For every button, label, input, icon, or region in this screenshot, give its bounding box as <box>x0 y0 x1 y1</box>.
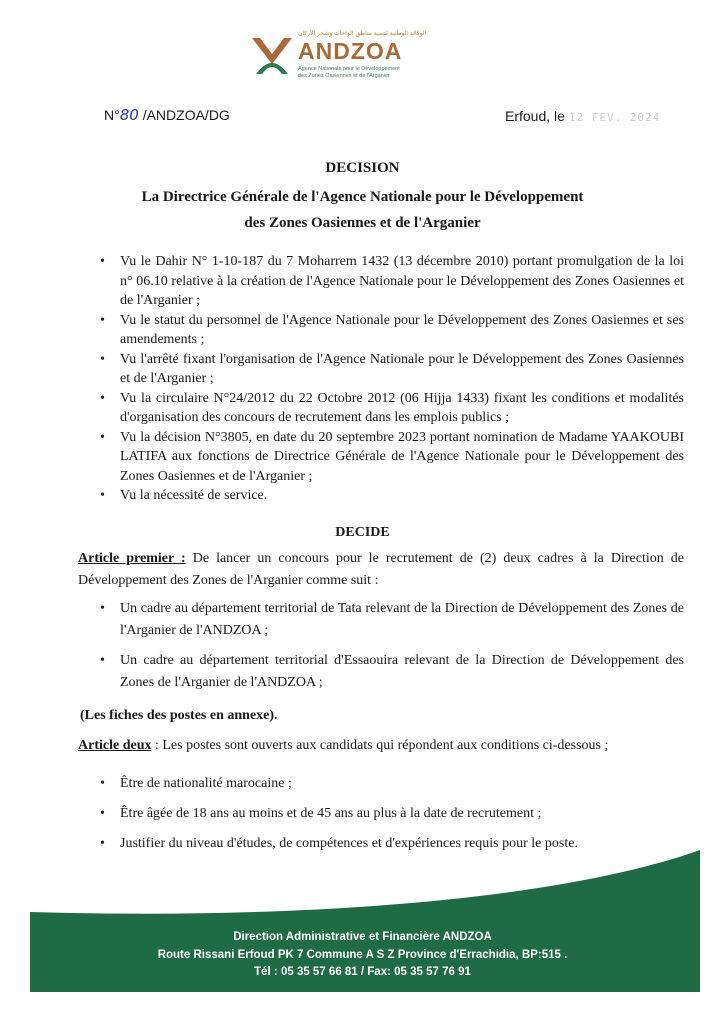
footer-phone-fax: Tél : 05 35 57 66 81 / Fax: 05 35 57 76 91 <box>254 966 471 978</box>
date-stamp: 12 FEV. 2024 <box>568 111 661 124</box>
reference-prefix: N° <box>104 107 120 123</box>
consideration-item: • Vu la nécessité de service. <box>100 486 684 506</box>
consideration-item: • Vu le Dahir N° 1-10-187 du 7 Moharrem 1432 (13 décembre 2010) portant promulgation de la loi n° 06.10 relative à la création de l'Agence Nationale pour le Développement des Zones Oasiennes et de l'Arganier ; <box>100 252 684 311</box>
condition-item: • Être âgée de 18 ans au moins et de 45 ans au plus à la date de recrutement ; <box>100 804 684 824</box>
reference-number <box>104 106 230 124</box>
footer-address: Route Rissani Erfoud PK 7 Commune A S Z Province d'Errachidia, BP:515 . <box>157 949 568 961</box>
annex-note: (Les fiches des postes en annexe). <box>80 708 278 723</box>
issuer-line-1: La Directrice Générale de l'Agence Nationale pour le Développement <box>141 189 584 205</box>
logo-subtitle <box>298 66 400 80</box>
consideration-item: • Vu la circulaire N°24/2012 du 22 Octobre 2012 (06 Hijja 1433) fixant les conditions et modalités d'organisation des concours de recrutement dans les emplois publics ; <box>100 389 684 428</box>
consideration-item: • Vu l'arrêté fixant l'organisation de l'Agence Nationale pour le Développement des Zones Oasiennes et de l'Arganier ; <box>100 350 684 389</box>
reference-suffix: /ANDZOA/DG <box>138 107 230 123</box>
article-premier <box>78 548 684 592</box>
consideration-item: • Vu la décision N°3805, en date du 20 septembre 2023 portant nomination de Madame YAAKOUBI LATIFA aux fonctions de Directrice Générale de l'Agence Nationale pour le Développement des Zones Oasiennes et de l'Arganier ; <box>100 428 684 487</box>
condition-item: • Être de nationalité marocaine ; <box>100 774 684 794</box>
logo-name: ANDZOA <box>298 38 403 64</box>
andzoa-logo <box>250 30 427 82</box>
positions-list <box>100 598 684 702</box>
position-item: • Un cadre au département territorial d'Essaouira relevant de la Direction de Développement des Zones de l'Arganier de l'ANDZOA ; <box>100 650 684 694</box>
logo-subtitle-line1: Agence Nationale pour le Développement <box>298 66 400 72</box>
andzoa-emblem-icon <box>250 34 294 78</box>
condition-item: • Justifier du niveau d'études, de compétences et d'expériences requis pour le poste. <box>100 834 684 854</box>
logo-arabic-name: الوكالة الوطنية لتنمية مناطق الواحات وشجر الأركان <box>298 30 427 37</box>
document-title: DECISION <box>325 160 400 176</box>
reference-handwritten-number: 80 <box>119 106 139 124</box>
consideration-item: • Vu le statut du personnel de l'Agence Nationale pour le Développement des Zones Oasiennes et ses amendements ; <box>100 311 684 350</box>
logo-subtitle-line2: des Zones Oasiennes et de l'Arganier <box>298 73 390 79</box>
place-date <box>505 108 660 124</box>
issuer-line-2: des Zones Oasiennes et de l'Arganier <box>244 215 481 231</box>
article-deux-text: : Les postes sont ouverts aux candidats qui répondent aux conditions ci-dessous ; <box>151 738 609 753</box>
article-deux <box>78 736 684 756</box>
decide-heading: DECIDE <box>335 525 390 540</box>
place-label: Erfoud, le <box>505 108 569 124</box>
considerations-list <box>100 252 684 506</box>
article-premier-label: Article premier : <box>78 551 186 566</box>
article-deux-label: Article deux <box>78 738 152 753</box>
footer-line-1: Direction Administrative et Financière ANDZOA <box>233 931 492 943</box>
position-item: • Un cadre au département territorial de Tata relevant de la Direction de Développement des Zones de l'Arganier de l'ANDZOA ; <box>100 598 684 642</box>
article-premier-text: De lancer un concours pour le recrutement de (2) deux cadres à la Direction de Développement des Zones de l'Arganier comme suit : <box>78 551 685 588</box>
